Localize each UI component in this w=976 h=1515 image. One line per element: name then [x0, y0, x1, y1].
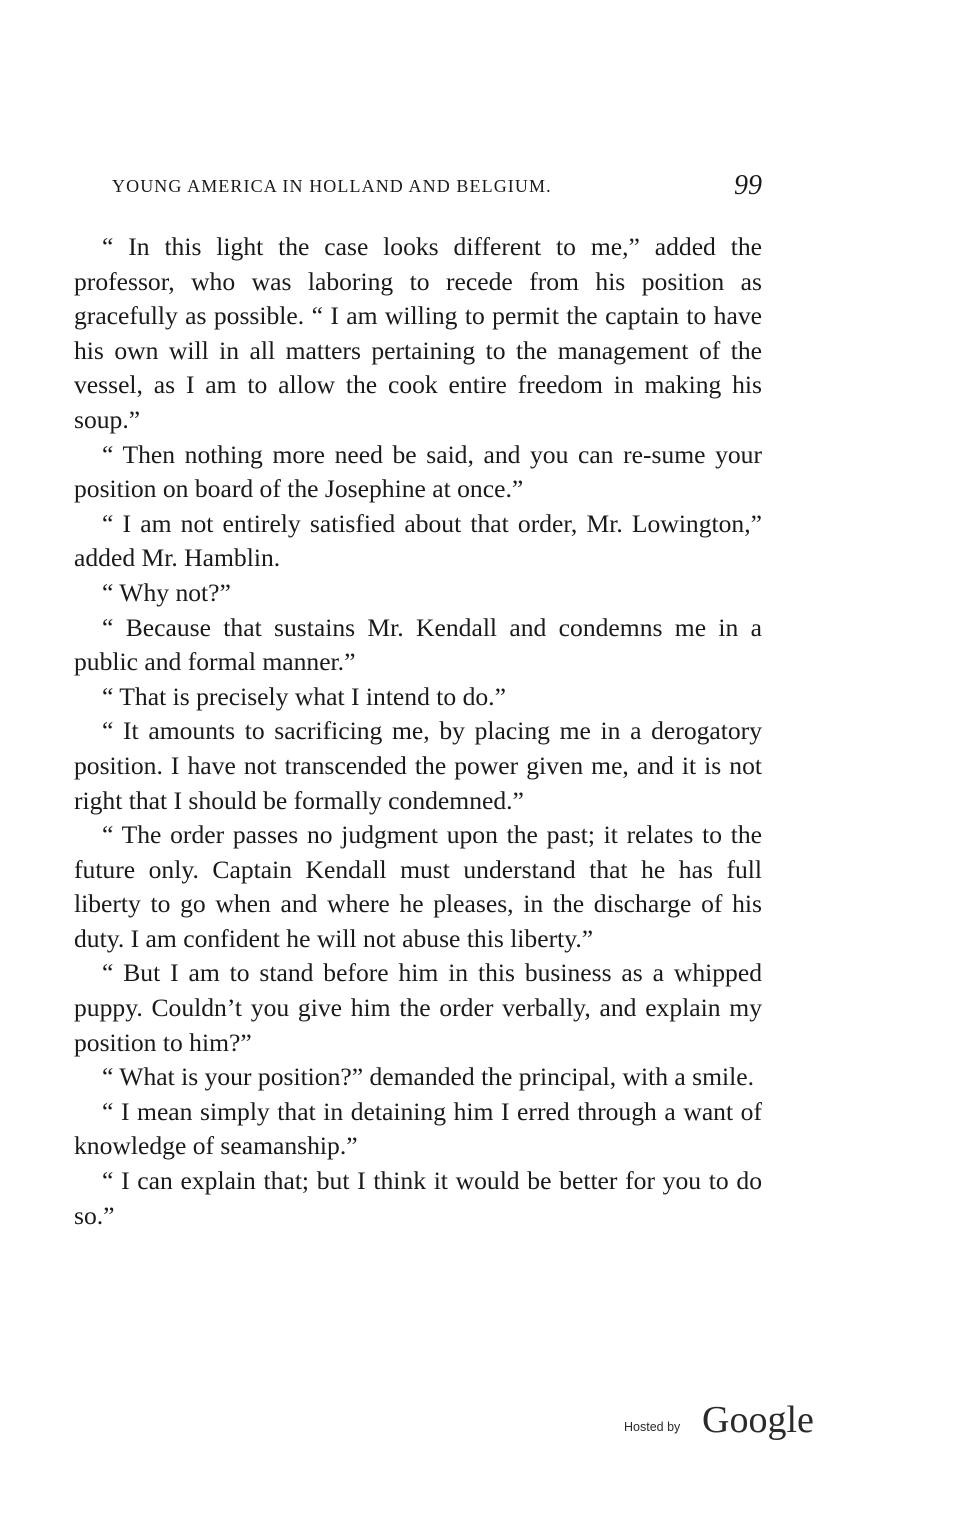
- paragraph: “ Because that sustains Mr. Kendall and condemns me in a public and formal manner.”: [74, 612, 762, 677]
- paragraph: “ Why not?”: [102, 577, 231, 607]
- paragraph: “ I am not entirely satisfied about that order, Mr. Lowington,” added Mr. Hamblin.: [74, 508, 762, 573]
- hosted-by-google-stamp: [624, 1398, 844, 1448]
- page-number: 99: [734, 170, 762, 201]
- paragraph: “ In this light the case looks different to me,” added the professor, who was laboring to recede from his position as gracefully as possible. “ I am willing to permit the captain to have his own will in all matters pertaining to the management of the vessel, as I am to allow the cook entire freedom in making his soup.”: [74, 232, 762, 434]
- paragraph: “ I can explain that; but I think it would be better for you to do so.”: [74, 1166, 762, 1230]
- paragraph: “ It amounts to sacrificing me, by placing me in a derogatory position. I have not transcended the power given me, and it is not right that I should be formally condemned.”: [74, 716, 762, 815]
- google-logo: Google: [702, 1399, 814, 1441]
- running-head: [112, 170, 762, 206]
- paragraph: “ The order passes no judgment upon the past; it relates to the future only. Captain Kendall must understand that he has full liberty to go when and where he pleases, in the discharge of his duty. I am confident he will not abuse this liberty.”: [74, 820, 762, 953]
- paragraph: “ Then nothing more need be said, and you can re-sume your position on board of the Josephine at once.”: [74, 439, 762, 504]
- paragraph: “ But I am to stand before him in this business as a whipped puppy. Couldn’t you give him the order verbally, and explain my position to him?”: [74, 958, 762, 1057]
- paragraph: “ What is your position?” demanded the principal, with a smile.: [102, 1062, 755, 1092]
- body-text: [74, 230, 762, 1233]
- running-title: YOUNG AMERICA IN HOLLAND AND BELGIUM.: [112, 176, 552, 196]
- paragraph: “ That is precisely what I intend to do.”: [102, 681, 506, 711]
- paragraph: “ I mean simply that in detaining him I erred through a want of knowledge of seamanship.”: [74, 1096, 762, 1161]
- hosted-by-label: Hosted by: [624, 1420, 681, 1434]
